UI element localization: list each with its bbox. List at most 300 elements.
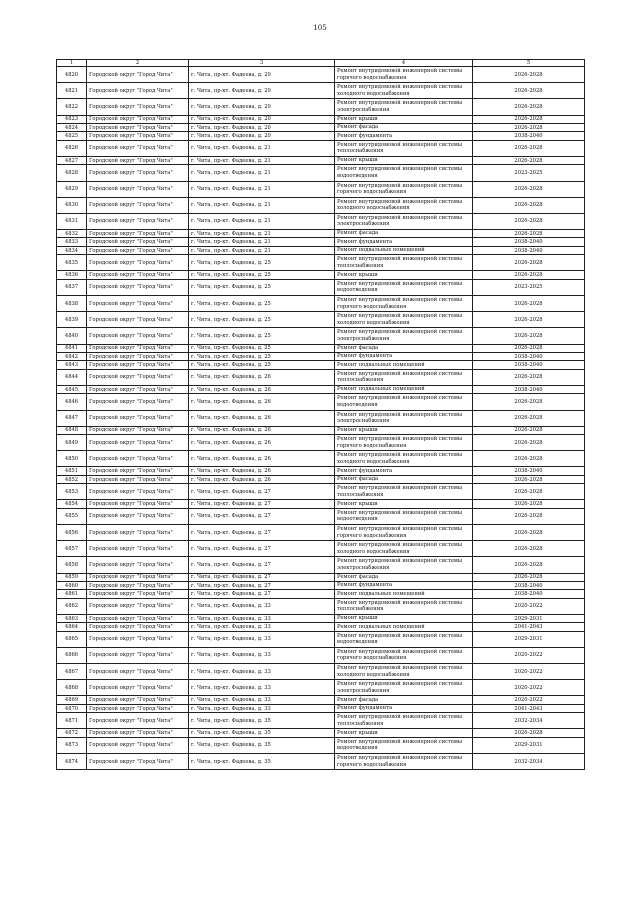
work-type-cell: Ремонт фундамента xyxy=(335,238,473,246)
table-row xyxy=(57,279,585,295)
table-row xyxy=(57,451,585,467)
address-cell: г. Чита, пр-кт. Фадеева, д. 33 xyxy=(189,631,335,647)
work-type-cell: Ремонт внутридомовой инженерной системы теплоснабжения xyxy=(335,713,473,729)
row-number-cell: 4844 xyxy=(57,369,87,385)
work-type-cell: Ремонт внутридомовой инженерной системы горячего водоснабжения xyxy=(335,647,473,663)
table-row xyxy=(57,271,585,279)
period-cell: 2026-2028 xyxy=(473,541,585,557)
municipality-cell: Городской округ "Город Чита" xyxy=(87,623,189,631)
address-cell: г. Чита, пр-кт. Фадеева, д. 33 xyxy=(189,647,335,663)
row-number-cell: 4858 xyxy=(57,557,87,573)
work-type-cell: Ремонт фасада xyxy=(335,573,473,581)
work-type-cell: Ремонт внутридомовой инженерной системы электроснабжения xyxy=(335,557,473,573)
address-cell: г. Чита, пр-кт. Фадеева, д. 27 xyxy=(189,581,335,589)
municipality-cell: Городской округ "Город Чита" xyxy=(87,557,189,573)
municipality-cell: Городской округ "Город Чита" xyxy=(87,271,189,279)
municipality-cell: Городской округ "Город Чита" xyxy=(87,614,189,622)
municipality-cell: Городской округ "Город Чита" xyxy=(87,246,189,254)
municipality-cell: Городской округ "Город Чита" xyxy=(87,631,189,647)
work-type-cell: Ремонт фундамента xyxy=(335,704,473,712)
table-row xyxy=(57,385,585,393)
table-row xyxy=(57,467,585,475)
period-cell: 2026-2028 xyxy=(473,255,585,271)
municipality-cell: Городской округ "Город Чита" xyxy=(87,426,189,434)
row-number-cell: 4836 xyxy=(57,271,87,279)
row-number-cell: 4868 xyxy=(57,680,87,696)
table-row xyxy=(57,737,585,753)
period-cell: 2038-2040 xyxy=(473,132,585,140)
period-cell: 2038-2040 xyxy=(473,385,585,393)
work-type-cell: Ремонт внутридомовой инженерной системы холодного водоснабжения xyxy=(335,83,473,99)
address-cell: г. Чита, пр-кт. Фадеева, д. 26 xyxy=(189,369,335,385)
page-number: 105 xyxy=(313,24,327,32)
work-type-cell: Ремонт крыши xyxy=(335,500,473,508)
table-row xyxy=(57,361,585,369)
header-cell: 2 xyxy=(87,60,189,67)
work-type-cell: Ремонт внутридомовой инженерной системы водоотведения xyxy=(335,394,473,410)
municipality-cell: Городской округ "Город Чита" xyxy=(87,197,189,213)
municipality-cell: Городской округ "Город Чита" xyxy=(87,230,189,238)
table-row xyxy=(57,230,585,238)
table-row xyxy=(57,754,585,770)
municipality-cell: Городской округ "Город Чита" xyxy=(87,729,189,737)
row-number-cell: 4870 xyxy=(57,704,87,712)
period-cell: 2026-2028 xyxy=(473,156,585,164)
address-cell: г. Чита, пр-кт. Фадеева, д. 25 xyxy=(189,255,335,271)
repair-schedule-table xyxy=(56,59,585,770)
header-row xyxy=(57,60,585,67)
row-number-cell: 4830 xyxy=(57,197,87,213)
table-row xyxy=(57,581,585,589)
municipality-cell: Городской округ "Город Чита" xyxy=(87,500,189,508)
address-cell: г. Чита, пр-кт. Фадеева, д. 20 xyxy=(189,115,335,123)
municipality-cell: Городской округ "Город Чита" xyxy=(87,435,189,451)
row-number-cell: 4824 xyxy=(57,123,87,131)
municipality-cell: Городской округ "Город Чита" xyxy=(87,484,189,500)
work-type-cell: Ремонт внутридомовой инженерной системы горячего водоснабжения xyxy=(335,296,473,312)
period-cell: 2026-2028 xyxy=(473,344,585,352)
work-type-cell: Ремонт фасада xyxy=(335,475,473,483)
row-number-cell: 4862 xyxy=(57,598,87,614)
municipality-cell: Городской округ "Город Чита" xyxy=(87,385,189,393)
address-cell: г. Чита, пр-кт. Фадеева, д. 33 xyxy=(189,598,335,614)
row-number-cell: 4821 xyxy=(57,83,87,99)
table-row xyxy=(57,369,585,385)
period-cell: 2026-2028 xyxy=(473,83,585,99)
address-cell: г. Чита, пр-кт. Фадеева, д. 33 xyxy=(189,696,335,704)
row-number-cell: 4846 xyxy=(57,394,87,410)
address-cell: г. Чита, пр-кт. Фадеева, д. 33 xyxy=(189,704,335,712)
municipality-cell: Городской округ "Город Чита" xyxy=(87,213,189,229)
address-cell: г. Чита, пр-кт. Фадеева, д. 25 xyxy=(189,344,335,352)
work-type-cell: Ремонт внутридомовой инженерной системы холодного водоснабжения xyxy=(335,451,473,467)
address-cell: г. Чита, пр-кт. Фадеева, д. 20 xyxy=(189,99,335,115)
table-row xyxy=(57,238,585,246)
table-row xyxy=(57,328,585,344)
municipality-cell: Городской округ "Город Чита" xyxy=(87,737,189,753)
period-cell: 2038-2040 xyxy=(473,590,585,598)
municipality-cell: Городской округ "Город Чита" xyxy=(87,361,189,369)
header-cell: 5 xyxy=(473,60,585,67)
municipality-cell: Городской округ "Город Чита" xyxy=(87,696,189,704)
period-cell: 2026-2028 xyxy=(473,213,585,229)
address-cell: г. Чита, пр-кт. Фадеева, д. 26 xyxy=(189,435,335,451)
address-cell: г. Чита, пр-кт. Фадеева, д. 27 xyxy=(189,500,335,508)
period-cell: 2020-2022 xyxy=(473,664,585,680)
period-cell: 2026-2028 xyxy=(473,451,585,467)
table-row xyxy=(57,132,585,140)
period-cell: 2032-2034 xyxy=(473,713,585,729)
municipality-cell: Городской округ "Город Чита" xyxy=(87,467,189,475)
address-cell: г. Чита, пр-кт. Фадеева, д. 21 xyxy=(189,238,335,246)
municipality-cell: Городской округ "Город Чита" xyxy=(87,573,189,581)
municipality-cell: Городской округ "Город Чита" xyxy=(87,713,189,729)
municipality-cell: Городской округ "Город Чита" xyxy=(87,132,189,140)
address-cell: г. Чита, пр-кт. Фадеева, д. 33 xyxy=(189,623,335,631)
work-type-cell: Ремонт подвальных помещений xyxy=(335,623,473,631)
row-number-cell: 4871 xyxy=(57,713,87,729)
period-cell: 2029-2031 xyxy=(473,614,585,622)
period-cell: 2041-2043 xyxy=(473,704,585,712)
address-cell: г. Чита, пр-кт. Фадеева, д. 26 xyxy=(189,385,335,393)
table-row xyxy=(57,614,585,622)
work-type-cell: Ремонт внутридомовой инженерной системы электроснабжения xyxy=(335,680,473,696)
row-number-cell: 4837 xyxy=(57,279,87,295)
work-type-cell: Ремонт внутридомовой инженерной системы горячего водоснабжения xyxy=(335,181,473,197)
address-cell: г. Чита, пр-кт. Фадеева, д. 33 xyxy=(189,664,335,680)
table-row xyxy=(57,680,585,696)
table-row xyxy=(57,484,585,500)
table-row xyxy=(57,296,585,312)
municipality-cell: Городской округ "Город Чита" xyxy=(87,525,189,541)
period-cell: 2026-2028 xyxy=(473,197,585,213)
municipality-cell: Городской округ "Город Чита" xyxy=(87,83,189,99)
work-type-cell: Ремонт фундамента xyxy=(335,581,473,589)
work-type-cell: Ремонт внутридомовой инженерной системы электроснабжения xyxy=(335,213,473,229)
work-type-cell: Ремонт подвальных помещений xyxy=(335,385,473,393)
period-cell: 2026-2028 xyxy=(473,140,585,156)
header-cell: 3 xyxy=(189,60,335,67)
address-cell: г. Чита, пр-кт. Фадеева, д. 25 xyxy=(189,328,335,344)
municipality-cell: Городской округ "Город Чита" xyxy=(87,312,189,328)
table-row xyxy=(57,729,585,737)
row-number-cell: 4856 xyxy=(57,525,87,541)
municipality-cell: Городской округ "Город Чита" xyxy=(87,704,189,712)
municipality-cell: Городской округ "Город Чита" xyxy=(87,598,189,614)
period-cell: 2026-2028 xyxy=(473,115,585,123)
row-number-cell: 4861 xyxy=(57,590,87,598)
work-type-cell: Ремонт фасада xyxy=(335,344,473,352)
period-cell: 2026-2028 xyxy=(473,328,585,344)
address-cell: г. Чита, пр-кт. Фадеева, д. 25 xyxy=(189,312,335,328)
work-type-cell: Ремонт фундамента xyxy=(335,132,473,140)
row-number-cell: 4853 xyxy=(57,484,87,500)
table-row xyxy=(57,631,585,647)
table-row xyxy=(57,344,585,352)
address-cell: г. Чита, пр-кт. Фадеева, д. 33 xyxy=(189,614,335,622)
row-number-cell: 4839 xyxy=(57,312,87,328)
address-cell: г. Чита, пр-кт. Фадеева, д. 26 xyxy=(189,426,335,434)
address-cell: г. Чита, пр-кт. Фадеева, д. 21 xyxy=(189,246,335,254)
period-cell: 2023-2025 xyxy=(473,165,585,181)
work-type-cell: Ремонт внутридомовой инженерной системы теплоснабжения xyxy=(335,484,473,500)
address-cell: г. Чита, пр-кт. Фадеева, д. 25 xyxy=(189,361,335,369)
work-type-cell: Ремонт внутридомовой инженерной системы горячего водоснабжения xyxy=(335,754,473,770)
period-cell: 2026-2028 xyxy=(473,123,585,131)
row-number-cell: 4852 xyxy=(57,475,87,483)
table-row xyxy=(57,704,585,712)
work-type-cell: Ремонт фасада xyxy=(335,230,473,238)
period-cell: 2026-2028 xyxy=(473,435,585,451)
work-type-cell: Ремонт внутридомовой инженерной системы холодного водоснабжения xyxy=(335,197,473,213)
period-cell: 2026-2028 xyxy=(473,484,585,500)
work-type-cell: Ремонт крыши xyxy=(335,271,473,279)
address-cell: г. Чита, пр-кт. Фадеева, д. 26 xyxy=(189,467,335,475)
work-type-cell: Ремонт крыши xyxy=(335,426,473,434)
table-row xyxy=(57,246,585,254)
work-type-cell: Ремонт внутридомовой инженерной системы холодного водоснабжения xyxy=(335,664,473,680)
row-number-cell: 4838 xyxy=(57,296,87,312)
work-type-cell: Ремонт внутридомовой инженерной системы холодного водоснабжения xyxy=(335,312,473,328)
period-cell: 2038-2040 xyxy=(473,361,585,369)
address-cell: г. Чита, пр-кт. Фадеева, д. 26 xyxy=(189,475,335,483)
table-row xyxy=(57,664,585,680)
period-cell: 2020-2022 xyxy=(473,696,585,704)
row-number-cell: 4874 xyxy=(57,754,87,770)
address-cell: г. Чита, пр-кт. Фадеева, д. 26 xyxy=(189,394,335,410)
row-number-cell: 4869 xyxy=(57,696,87,704)
address-cell: г. Чита, пр-кт. Фадеева, д. 33 xyxy=(189,680,335,696)
period-cell: 2026-2028 xyxy=(473,369,585,385)
row-number-cell: 4847 xyxy=(57,410,87,426)
row-number-cell: 4842 xyxy=(57,352,87,360)
work-type-cell: Ремонт подвальных помещений xyxy=(335,246,473,254)
municipality-cell: Городской округ "Город Чита" xyxy=(87,123,189,131)
period-cell: 2026-2028 xyxy=(473,729,585,737)
period-cell: 2026-2028 xyxy=(473,230,585,238)
work-type-cell: Ремонт внутридомовой инженерной системы электроснабжения xyxy=(335,328,473,344)
work-type-cell: Ремонт внутридомовой инженерной системы теплоснабжения xyxy=(335,255,473,271)
work-type-cell: Ремонт внутридомовой инженерной системы электроснабжения xyxy=(335,99,473,115)
address-cell: г. Чита, пр-кт. Фадеева, д. 27 xyxy=(189,508,335,524)
period-cell: 2038-2040 xyxy=(473,581,585,589)
table-row xyxy=(57,713,585,729)
row-number-cell: 4850 xyxy=(57,451,87,467)
period-cell: 2026-2028 xyxy=(473,426,585,434)
period-cell: 2038-2040 xyxy=(473,238,585,246)
work-type-cell: Ремонт подвальных помещений xyxy=(335,590,473,598)
work-type-cell: Ремонт внутридомовой инженерной системы водоотведения xyxy=(335,631,473,647)
work-type-cell: Ремонт внутридомовой инженерной системы водоотведения xyxy=(335,508,473,524)
address-cell: г. Чита, пр-кт. Фадеева, д. 20 xyxy=(189,83,335,99)
row-number-cell: 4848 xyxy=(57,426,87,434)
municipality-cell: Городской округ "Город Чита" xyxy=(87,296,189,312)
row-number-cell: 4872 xyxy=(57,729,87,737)
municipality-cell: Городской округ "Город Чита" xyxy=(87,451,189,467)
municipality-cell: Городской округ "Город Чита" xyxy=(87,369,189,385)
address-cell: г. Чита, пр-кт. Фадеева, д. 25 xyxy=(189,352,335,360)
period-cell: 2026-2028 xyxy=(473,525,585,541)
period-cell: 2041-2043 xyxy=(473,623,585,631)
work-type-cell: Ремонт крыши xyxy=(335,115,473,123)
work-type-cell: Ремонт фасада xyxy=(335,696,473,704)
municipality-cell: Городской округ "Город Чита" xyxy=(87,328,189,344)
period-cell: 2032-2034 xyxy=(473,754,585,770)
row-number-cell: 4860 xyxy=(57,581,87,589)
table-row xyxy=(57,394,585,410)
table-row xyxy=(57,140,585,156)
work-type-cell: Ремонт внутридомовой инженерной системы водоотведения xyxy=(335,737,473,753)
table-row xyxy=(57,156,585,164)
work-type-cell: Ремонт крыши xyxy=(335,614,473,622)
table-row xyxy=(57,181,585,197)
municipality-cell: Городской округ "Город Чита" xyxy=(87,181,189,197)
work-type-cell: Ремонт внутридомовой инженерной системы водоотведения xyxy=(335,279,473,295)
row-number-cell: 4854 xyxy=(57,500,87,508)
work-type-cell: Ремонт фундамента xyxy=(335,467,473,475)
municipality-cell: Городской округ "Город Чита" xyxy=(87,344,189,352)
table-row xyxy=(57,475,585,483)
row-number-cell: 4843 xyxy=(57,361,87,369)
municipality-cell: Городской округ "Город Чита" xyxy=(87,394,189,410)
row-number-cell: 4829 xyxy=(57,181,87,197)
row-number-cell: 4864 xyxy=(57,623,87,631)
municipality-cell: Городской округ "Город Чита" xyxy=(87,99,189,115)
row-number-cell: 4831 xyxy=(57,213,87,229)
address-cell: г. Чита, пр-кт. Фадеева, д. 21 xyxy=(189,165,335,181)
work-type-cell: Ремонт фасада xyxy=(335,123,473,131)
address-cell: г. Чита, пр-кт. Фадеева, д. 21 xyxy=(189,197,335,213)
work-type-cell: Ремонт крыши xyxy=(335,156,473,164)
address-cell: г. Чита, пр-кт. Фадеева, д. 25 xyxy=(189,279,335,295)
address-cell: г. Чита, пр-кт. Фадеева, д. 26 xyxy=(189,410,335,426)
table-row xyxy=(57,213,585,229)
period-cell: 2020-2022 xyxy=(473,598,585,614)
period-cell: 2026-2028 xyxy=(473,500,585,508)
municipality-cell: Городской округ "Город Чита" xyxy=(87,647,189,663)
address-cell: г. Чита, пр-кт. Фадеева, д. 27 xyxy=(189,484,335,500)
row-number-cell: 4826 xyxy=(57,140,87,156)
table-row xyxy=(57,525,585,541)
period-cell: 2026-2028 xyxy=(473,296,585,312)
work-type-cell: Ремонт внутридомовой инженерной системы электроснабжения xyxy=(335,410,473,426)
table-row xyxy=(57,312,585,328)
municipality-cell: Городской округ "Город Чита" xyxy=(87,475,189,483)
period-cell: 2029-2031 xyxy=(473,737,585,753)
work-type-cell: Ремонт внутридомовой инженерной системы горячего водоснабжения xyxy=(335,525,473,541)
row-number-cell: 4865 xyxy=(57,631,87,647)
municipality-cell: Городской округ "Город Чита" xyxy=(87,410,189,426)
period-cell: 2023-2025 xyxy=(473,279,585,295)
address-cell: г. Чита, пр-кт. Фадеева, д. 21 xyxy=(189,230,335,238)
period-cell: 2026-2028 xyxy=(473,410,585,426)
address-cell: г. Чита, пр-кт. Фадеева, д. 27 xyxy=(189,525,335,541)
table-row xyxy=(57,500,585,508)
table-row xyxy=(57,508,585,524)
work-type-cell: Ремонт внутридомовой инженерной системы холодного водоснабжения xyxy=(335,541,473,557)
table-row xyxy=(57,426,585,434)
address-cell: г. Чита, пр-кт. Фадеева, д. 25 xyxy=(189,271,335,279)
header-cell: 1 xyxy=(57,60,87,67)
address-cell: г. Чита, пр-кт. Фадеева, д. 25 xyxy=(189,296,335,312)
table-row xyxy=(57,623,585,631)
row-number-cell: 4820 xyxy=(57,67,87,83)
municipality-cell: Городской округ "Город Чита" xyxy=(87,754,189,770)
table-row xyxy=(57,165,585,181)
row-number-cell: 4822 xyxy=(57,99,87,115)
row-number-cell: 4827 xyxy=(57,156,87,164)
row-number-cell: 4833 xyxy=(57,238,87,246)
municipality-cell: Городской округ "Город Чита" xyxy=(87,541,189,557)
municipality-cell: Городской округ "Город Чита" xyxy=(87,140,189,156)
row-number-cell: 4840 xyxy=(57,328,87,344)
table-row xyxy=(57,696,585,704)
address-cell: г. Чита, пр-кт. Фадеева, д. 35 xyxy=(189,754,335,770)
row-number-cell: 4873 xyxy=(57,737,87,753)
municipality-cell: Городской округ "Город Чита" xyxy=(87,115,189,123)
row-number-cell: 4845 xyxy=(57,385,87,393)
table-row xyxy=(57,352,585,360)
work-type-cell: Ремонт подвальных помещений xyxy=(335,361,473,369)
row-number-cell: 4835 xyxy=(57,255,87,271)
table-row xyxy=(57,83,585,99)
address-cell: г. Чита, пр-кт. Фадеева, д. 27 xyxy=(189,557,335,573)
table-row xyxy=(57,647,585,663)
address-cell: г. Чита, пр-кт. Фадеева, д. 27 xyxy=(189,573,335,581)
table-row xyxy=(57,541,585,557)
row-number-cell: 4863 xyxy=(57,614,87,622)
period-cell: 2020-2022 xyxy=(473,647,585,663)
table-row xyxy=(57,99,585,115)
municipality-cell: Городской округ "Город Чита" xyxy=(87,352,189,360)
work-type-cell: Ремонт внутридомовой инженерной системы горячего водоснабжения xyxy=(335,435,473,451)
period-cell: 2026-2028 xyxy=(473,557,585,573)
address-cell: г. Чита, пр-кт. Фадеева, д. 20 xyxy=(189,132,335,140)
work-type-cell: Ремонт внутридомовой инженерной системы горячего водоснабжения xyxy=(335,67,473,83)
municipality-cell: Городской округ "Город Чита" xyxy=(87,508,189,524)
row-number-cell: 4828 xyxy=(57,165,87,181)
address-cell: г. Чита, пр-кт. Фадеева, д. 35 xyxy=(189,729,335,737)
address-cell: г. Чита, пр-кт. Фадеева, д. 21 xyxy=(189,181,335,197)
row-number-cell: 4834 xyxy=(57,246,87,254)
row-number-cell: 4841 xyxy=(57,344,87,352)
period-cell: 2026-2028 xyxy=(473,508,585,524)
municipality-cell: Городской округ "Город Чита" xyxy=(87,156,189,164)
municipality-cell: Городской округ "Город Чита" xyxy=(87,664,189,680)
municipality-cell: Городской округ "Город Чита" xyxy=(87,238,189,246)
municipality-cell: Городской округ "Город Чита" xyxy=(87,581,189,589)
address-cell: г. Чита, пр-кт. Фадеева, д. 21 xyxy=(189,213,335,229)
period-cell: 2029-2031 xyxy=(473,631,585,647)
period-cell: 2026-2028 xyxy=(473,271,585,279)
table-row xyxy=(57,67,585,83)
municipality-cell: Городской округ "Город Чита" xyxy=(87,590,189,598)
header-cell: 4 xyxy=(335,60,473,67)
period-cell: 2026-2028 xyxy=(473,475,585,483)
period-cell: 2026-2028 xyxy=(473,394,585,410)
period-cell: 2026-2028 xyxy=(473,573,585,581)
address-cell: г. Чита, пр-кт. Фадеева, д. 26 xyxy=(189,451,335,467)
address-cell: г. Чита, пр-кт. Фадеева, д. 27 xyxy=(189,590,335,598)
period-cell: 2026-2028 xyxy=(473,312,585,328)
municipality-cell: Городской округ "Город Чита" xyxy=(87,67,189,83)
municipality-cell: Городской округ "Город Чита" xyxy=(87,680,189,696)
address-cell: г. Чита, пр-кт. Фадеева, д. 35 xyxy=(189,713,335,729)
row-number-cell: 4866 xyxy=(57,647,87,663)
period-cell: 2026-2028 xyxy=(473,99,585,115)
work-type-cell: Ремонт внутридомовой инженерной системы теплоснабжения xyxy=(335,598,473,614)
address-cell: г. Чита, пр-кт. Фадеева, д. 20 xyxy=(189,123,335,131)
